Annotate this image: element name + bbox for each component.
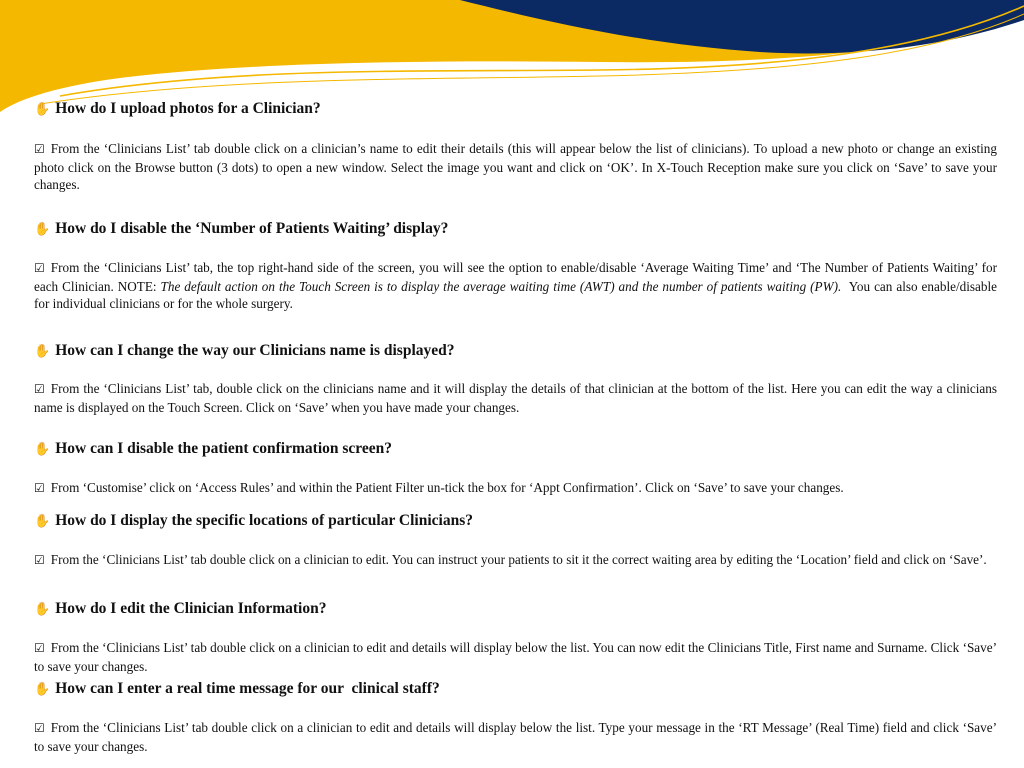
faq-question bbox=[34, 219, 997, 240]
answer-text: From the ‘Clinicians List’ tab double click on a clinician to edit and details will display below the list. You can now edit the Clinicians Title, First name and Surname. Click ‘Save’ to save your changes. bbox=[34, 640, 997, 674]
raised-hand-icon: ✋ bbox=[34, 602, 51, 617]
question-text: How do I edit the Clinician Information? bbox=[55, 600, 327, 617]
faq-answer bbox=[34, 551, 997, 570]
question-text: How can I enter a real time message for our clinical staff? bbox=[55, 680, 440, 697]
faq-answer bbox=[34, 479, 997, 498]
faq-answer bbox=[34, 639, 997, 675]
question-text: How do I disable the ‘Number of Patients Waiting’ display? bbox=[55, 220, 449, 237]
checkbox-checked-icon: ☑ bbox=[34, 721, 45, 735]
faq-answer bbox=[34, 380, 997, 416]
faq-question bbox=[34, 599, 997, 620]
answer-text: From the ‘Clinicians List’ tab, double click on the clinicians name and it will display the details of that clinician at the bottom of the list. Here you can edit the way a clinicians name is displayed on the Touch Screen. Click on ‘Save’ when you have made your changes. bbox=[34, 381, 997, 415]
answer-text-part2: You can also enable/disable for individual clinicians or for the whole surgery. bbox=[34, 278, 1004, 311]
checkbox-checked-icon: ☑ bbox=[34, 142, 45, 156]
question-text: How can I disable the patient confirmation screen? bbox=[55, 440, 393, 457]
answer-note-italic: The default action on the Touch Screen is to display the average waiting time (AWT) and the number of patients waiting (PW). bbox=[160, 278, 842, 294]
question-text: How do I display the specific locations of particular Clinicians? bbox=[55, 512, 473, 529]
raised-hand-icon: ✋ bbox=[34, 442, 51, 457]
raised-hand-icon: ✋ bbox=[34, 682, 51, 697]
checkbox-checked-icon: ☑ bbox=[34, 481, 45, 495]
faq-question bbox=[34, 511, 997, 532]
checkbox-checked-icon: ☑ bbox=[34, 553, 45, 567]
checkbox-checked-icon: ☑ bbox=[34, 261, 45, 275]
faq-question bbox=[34, 439, 997, 460]
question-text: How can I change the way our Clinicians name is displayed? bbox=[55, 342, 455, 359]
faq-answer bbox=[34, 140, 997, 194]
faq-answer bbox=[34, 259, 1004, 313]
checkbox-checked-icon: ☑ bbox=[34, 641, 45, 655]
faq-question bbox=[34, 99, 997, 120]
raised-hand-icon: ✋ bbox=[34, 514, 51, 529]
raised-hand-icon: ✋ bbox=[34, 102, 51, 117]
faq-answer bbox=[34, 719, 997, 755]
answer-text: From the ‘Clinicians List’ tab double click on a clinician to edit and details will display below the list. Type your message in the ‘RT Message’ (Real Time) field and click ‘Save’ to save your changes. bbox=[34, 720, 997, 754]
answer-text-part1: From the ‘Clinicians List’ tab, the top right-hand side of the screen, you will see the option to enable/disable ‘Average Waiting Time’ and ‘The Number of Patients Waiting’ for each Clinician. NOTE: bbox=[34, 260, 997, 294]
answer-text: From the ‘Clinicians List’ tab double click on a clinician’s name to edit their details (this will appear below the list of clinicians). To upload a new photo or change an existing photo click on the Browse button (3 dots) to open a new window. Select the image you want and click on ‘OK’. In X-Touch Reception make sure you click on ‘Save’ to save your changes. bbox=[34, 141, 997, 192]
answer-text: From the ‘Clinicians List’ tab double click on a clinician to edit. You can instruct your patients to sit it the correct waiting area by editing the ‘Location’ field and click on ‘Save’. bbox=[50, 552, 987, 567]
faq-question bbox=[34, 341, 997, 362]
raised-hand-icon: ✋ bbox=[34, 222, 51, 237]
faq-question bbox=[34, 679, 997, 700]
question-text: How do I upload photos for a Clinician? bbox=[55, 100, 321, 117]
answer-text: From ‘Customise’ click on ‘Access Rules’ and within the Patient Filter un-tick the box for ‘Appt Confirmation’. Click on ‘Save’ to save your changes. bbox=[50, 480, 844, 495]
checkbox-checked-icon: ☑ bbox=[34, 382, 45, 396]
raised-hand-icon: ✋ bbox=[34, 344, 51, 359]
